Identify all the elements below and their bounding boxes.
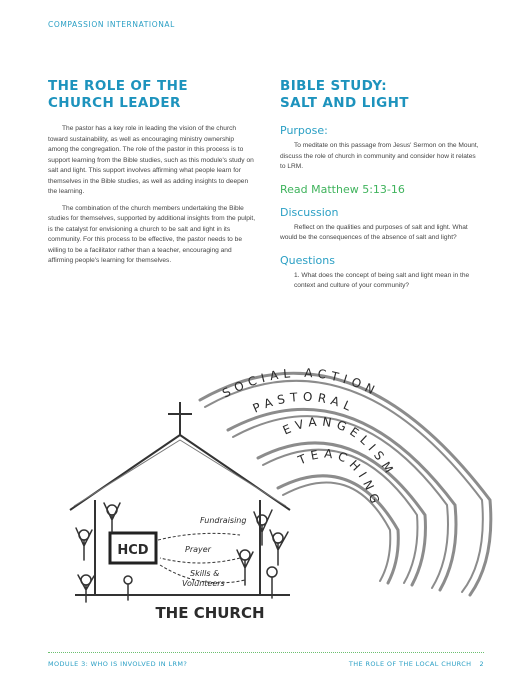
volunteers-label: Volunteers	[182, 579, 225, 588]
footer-section-title: THE ROLE OF THE LOCAL CHURCH	[348, 660, 472, 668]
arc-social-action: SOCIAL ACTION	[220, 365, 382, 401]
right-column	[280, 78, 480, 292]
left-column	[48, 78, 256, 273]
church-leader-title	[48, 78, 256, 112]
church-illustration	[0, 340, 532, 640]
arc-teaching: TEACHING	[296, 446, 384, 510]
fundraising-label: Fundraising	[200, 516, 247, 525]
org-header: COMPASSION INTERNATIONAL	[48, 20, 175, 29]
arc-evangelism: EVANGELISM	[280, 414, 399, 480]
discussion-heading: Discussion	[280, 205, 339, 219]
paragraph: The pastor has a key role in leading the vision of the church toward sustainability, as well as encouraging ministry ownership among the congregation. The role of the pastor in this process is to support learning from the Bible studies, such as this module's study on salt and light. This support involves affirming what people learn for themselves in the Bible studies, as well as adding insights to deepen the learning.	[48, 125, 254, 195]
reading-heading: Read Matthew 5:13-16	[280, 182, 405, 196]
questions-heading: Questions	[280, 253, 335, 267]
title-line-1: BIBLE STUDY:	[280, 78, 388, 94]
bible-study-title	[280, 78, 480, 112]
purpose-heading: Purpose:	[280, 124, 328, 137]
the-church-label: THE CHURCH	[155, 604, 265, 622]
paragraph: The combination of the church members undertaking the Bible studies for themselves, supported by additional insights from the pulpit, is the catalyst for envisioning a church to be salt and light in its community. For this process to be effective, the pastor needs to be willing to be a facilitator rather than a teacher, encouraging and affirming people's learning for themselves.	[48, 204, 256, 264]
title-line-2: CHURCH LEADER	[48, 95, 181, 111]
discussion-text: Reflect on the qualities and purposes of salt and light. What would be the consequences of the absence of salt and light?	[280, 223, 468, 241]
church-outline	[70, 402, 290, 595]
page-number: 2	[479, 660, 484, 668]
prayer-label: Prayer	[185, 545, 211, 554]
title-line-1: THE ROLE OF THE	[48, 78, 188, 94]
arc-pastoral: PASTORAL	[250, 389, 358, 416]
title-line-2: SALT AND LIGHT	[280, 95, 409, 111]
question-item: 1. What does the concept of being salt and light mean in the context and culture of your community?	[294, 271, 470, 289]
footer-divider	[48, 652, 484, 653]
purpose-text: To meditate on this passage from Jesus' Sermon on the Mount, discuss the role of church in community and consider how it relates to LRM.	[280, 142, 479, 170]
hcd-box	[110, 533, 156, 563]
footer-module: MODULE 3: WHO IS INVOLVED IN LRM?	[48, 660, 188, 668]
hcd-label: HCD	[117, 543, 149, 558]
footer-section	[349, 660, 484, 668]
skills-label: Skills &	[190, 569, 220, 578]
